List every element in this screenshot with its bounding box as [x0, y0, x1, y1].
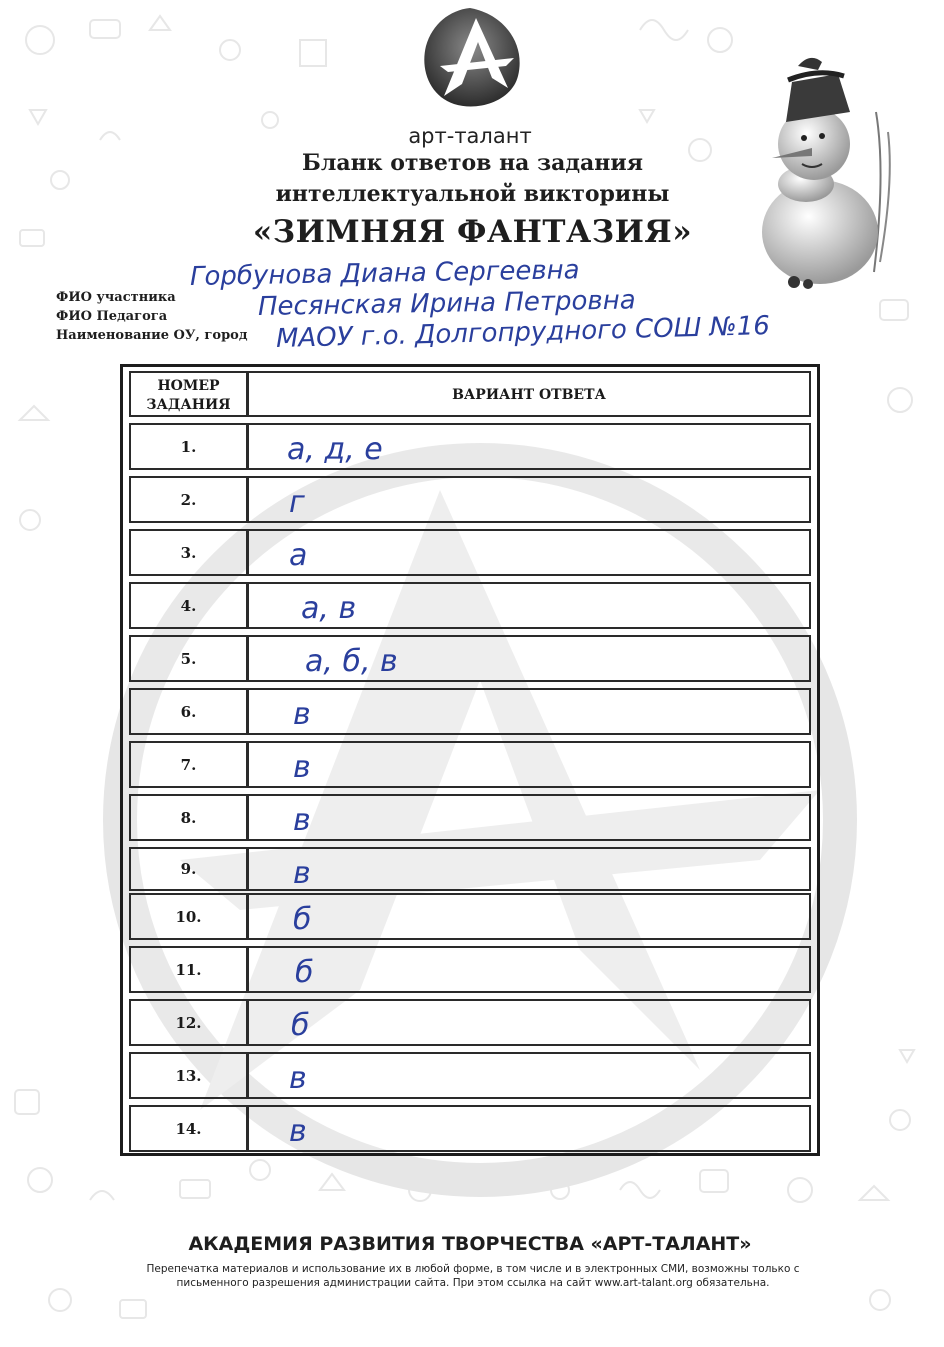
task-number: 6. — [131, 690, 249, 733]
participant-value: Горбунова Диана Сергеевна — [189, 255, 580, 292]
col-number-line-2: ЗАДАНИЯ — [146, 397, 231, 413]
task-number: 13. — [131, 1054, 249, 1097]
table-row — [129, 847, 811, 891]
answer-text: в — [289, 1061, 307, 1096]
answer-text: б — [291, 1008, 310, 1043]
school-label: Наименование ОУ, город — [56, 328, 248, 343]
quiz-name: «ЗИМНЯЯ ФАНТАЗИЯ» — [252, 214, 693, 250]
answer-cell — [249, 690, 809, 733]
task-number: 1. — [131, 425, 249, 468]
participant-label: ФИО участника — [56, 290, 176, 305]
task-number: 12. — [131, 1001, 249, 1044]
answer-text: г — [289, 485, 305, 520]
table-row — [129, 423, 811, 470]
col-answer-header: ВАРИАНТ ОТВЕТА — [452, 387, 606, 403]
col-number-header — [131, 373, 249, 415]
copyright-line-2: письменного разрешения администрации сайта. При этом ссылка на сайт www.art-talant.org обязательна. — [176, 1277, 770, 1289]
answer-text: в — [289, 1114, 307, 1149]
answer-text: а — [289, 538, 308, 573]
task-number: 9. — [131, 849, 249, 889]
answer-text: б — [293, 902, 312, 937]
task-number: 5. — [131, 637, 249, 680]
answer-text: в — [293, 697, 311, 732]
task-number: 11. — [131, 948, 249, 991]
copyright-line-1: Перепечатка материалов и использование их в любой форме, в том числе и в электронных СМИ, возможны только с — [146, 1263, 800, 1275]
answer-text: б — [295, 955, 314, 990]
brand-name: арт-талант — [408, 124, 532, 148]
title-line-1: Бланк ответов на задания — [302, 150, 643, 176]
answer-text: а, б, в — [305, 644, 398, 679]
table-header — [129, 371, 811, 417]
table-row — [129, 893, 811, 940]
task-number: 4. — [131, 584, 249, 627]
table-row — [129, 946, 811, 993]
answer-cell — [249, 743, 809, 786]
answer-cell — [249, 531, 809, 574]
answer-cell — [249, 1054, 809, 1097]
info-labels — [56, 288, 248, 345]
task-number: 2. — [131, 478, 249, 521]
answer-text: а, в — [301, 591, 357, 626]
answer-cell — [249, 895, 809, 938]
col-number-line-1: НОМЕР — [157, 378, 220, 394]
teacher-value: Песянская Ирина Петровна — [257, 285, 636, 322]
table-row — [129, 999, 811, 1046]
table-row — [129, 1052, 811, 1099]
table-row — [129, 1105, 811, 1152]
title-line-2: интеллектуальной викторины — [275, 181, 670, 207]
answer-cell — [249, 637, 809, 680]
answer-text: а, д, е — [287, 432, 383, 467]
answer-cell — [249, 1107, 809, 1150]
footer-title: АКАДЕМИЯ РАЗВИТИЯ ТВОРЧЕСТВА «АРТ-ТАЛАНТ» — [188, 1233, 752, 1255]
answer-text: в — [293, 750, 311, 785]
answer-cell — [249, 948, 809, 991]
table-row — [129, 529, 811, 576]
form-title — [200, 148, 745, 254]
teacher-label: ФИО Педагога — [56, 309, 168, 324]
answer-cell — [249, 849, 809, 889]
table-row — [129, 476, 811, 523]
answer-cell — [249, 425, 809, 468]
answer-cell — [249, 1001, 809, 1044]
task-number: 3. — [131, 531, 249, 574]
task-number: 14. — [131, 1107, 249, 1150]
answer-cell — [249, 584, 809, 627]
art-talant-logo — [418, 4, 528, 112]
table-row — [129, 741, 811, 788]
task-number: 10. — [131, 895, 249, 938]
answers-table — [120, 364, 820, 1156]
table-row — [129, 794, 811, 841]
copyright-note — [92, 1262, 854, 1290]
table-row — [129, 688, 811, 735]
table-row — [129, 582, 811, 629]
answer-text: в — [293, 803, 311, 838]
answer-cell — [249, 478, 809, 521]
answer-cell — [249, 796, 809, 839]
snowman-illustration — [758, 52, 908, 292]
school-value: МАОУ г.о. Долгопрудного СОШ №16 — [275, 311, 771, 354]
answer-text: в — [293, 856, 311, 891]
task-number: 8. — [131, 796, 249, 839]
task-number: 7. — [131, 743, 249, 786]
table-row — [129, 635, 811, 682]
